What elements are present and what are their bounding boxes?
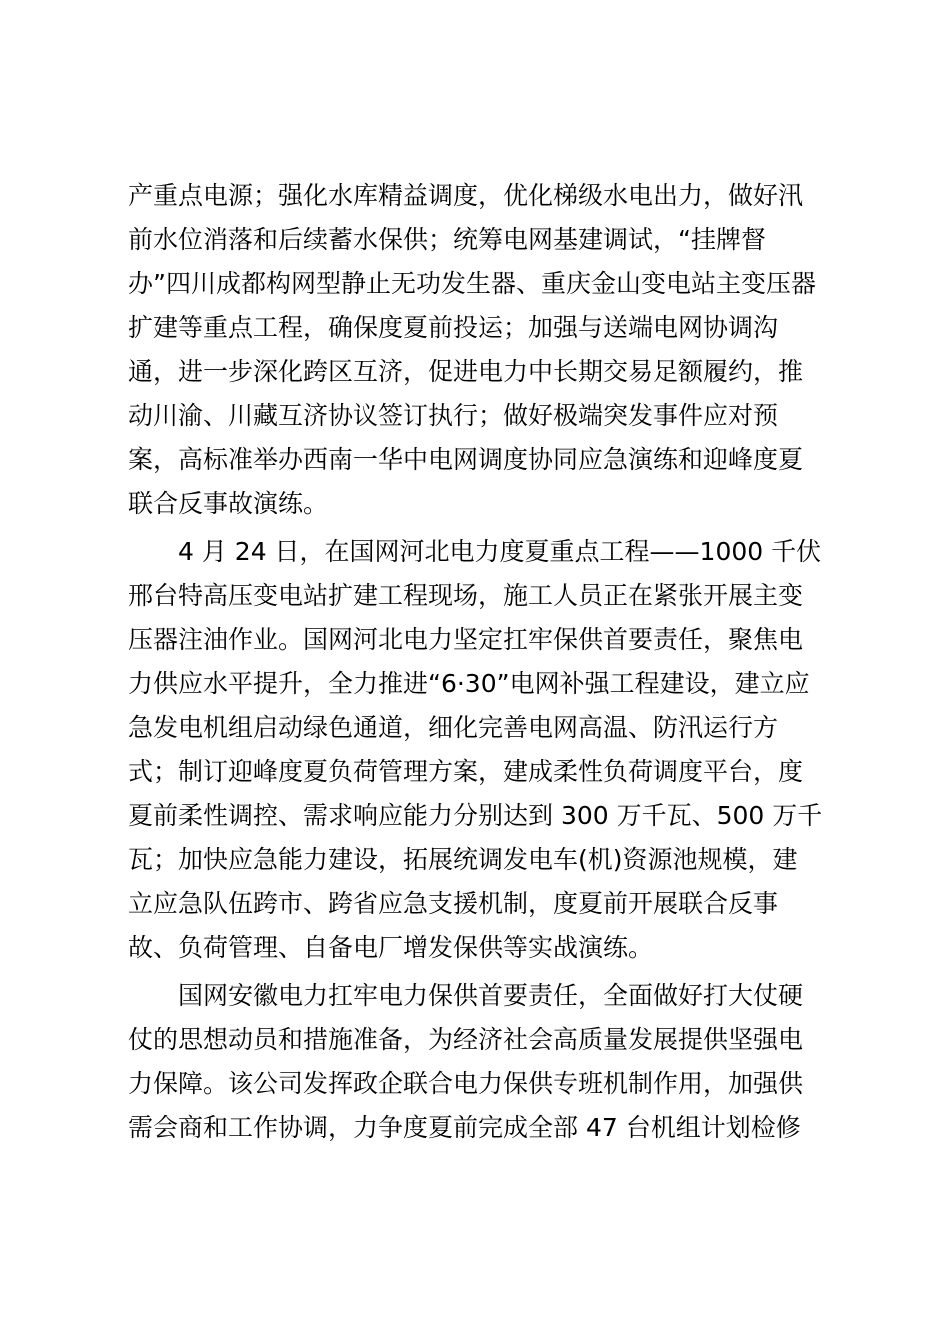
text-line: 办”四川成都构网型静止无功发生器、重庆金山变电站主变压器 [128,269,816,298]
text-line: 力保障。该公司发挥政企联合电力保供专班机制作用，加强供 [128,1069,804,1098]
text-line: 式；制订迎峰度夏负荷管理方案，建成柔性负荷调度平台，度 [128,757,804,786]
text-line: 联合反事故演练。 [128,489,329,518]
text-line: 故、负荷管理、自备电厂增发保供等实战演练。 [128,933,654,962]
paragraph-first-line: 4 月 24 日，在国网河北电力度夏重点工程——1000 千伏 [178,537,822,566]
paragraph-first-line: 国网安徽电力扛牢电力保供首要责任，全面做好打大仗硬 [178,981,804,1010]
text-line: 夏前柔性调控、需求响应能力分别达到 300 万千瓦、500 万千 [128,801,823,830]
text-line: 前水位消落和后续蓄水保供；统筹电网基建调试，“挂牌督 [128,225,766,254]
text-line: 压器注油作业。国网河北电力坚定扛牢保供首要责任，聚焦电 [128,625,804,654]
text-line: 通，进一步深化跨区互济，促进电力中长期交易足额履约，推 [128,357,804,386]
text-line: 动川渝、川藏互济协议签订执行；做好极端突发事件应对预 [128,401,779,430]
text-line: 产重点电源；强化水库精益调度，优化梯级水电出力，做好汛 [128,181,804,210]
text-line: 需会商和工作协调，力争度夏前完成全部 47 台机组计划检修 [128,1113,801,1142]
text-line: 仗的思想动员和措施准备，为经济社会高质量发展提供坚强电 [128,1025,804,1054]
text-line: 邢台特高压变电站扩建工程现场，施工人员正在紧张开展主变 [128,581,804,610]
text-line: 力供应水平提升，全力推进“6·30”电网补强工程建设，建立应 [128,669,810,698]
text-line: 案，高标准举办西南一华中电网调度协同应急演练和迎峰度夏 [128,445,804,474]
text-line: 瓦；加快应急能力建设，拓展统调发电车(机)资源池规模，建 [128,845,798,874]
text-line: 扩建等重点工程，确保度夏前投运；加强与送端电网协调沟 [128,313,779,342]
text-line: 急发电机组启动绿色通道，细化完善电网高温、防汛运行方 [128,713,779,742]
text-line: 立应急队伍跨市、跨省应急支援机制，度夏前开展联合反事 [128,889,779,918]
